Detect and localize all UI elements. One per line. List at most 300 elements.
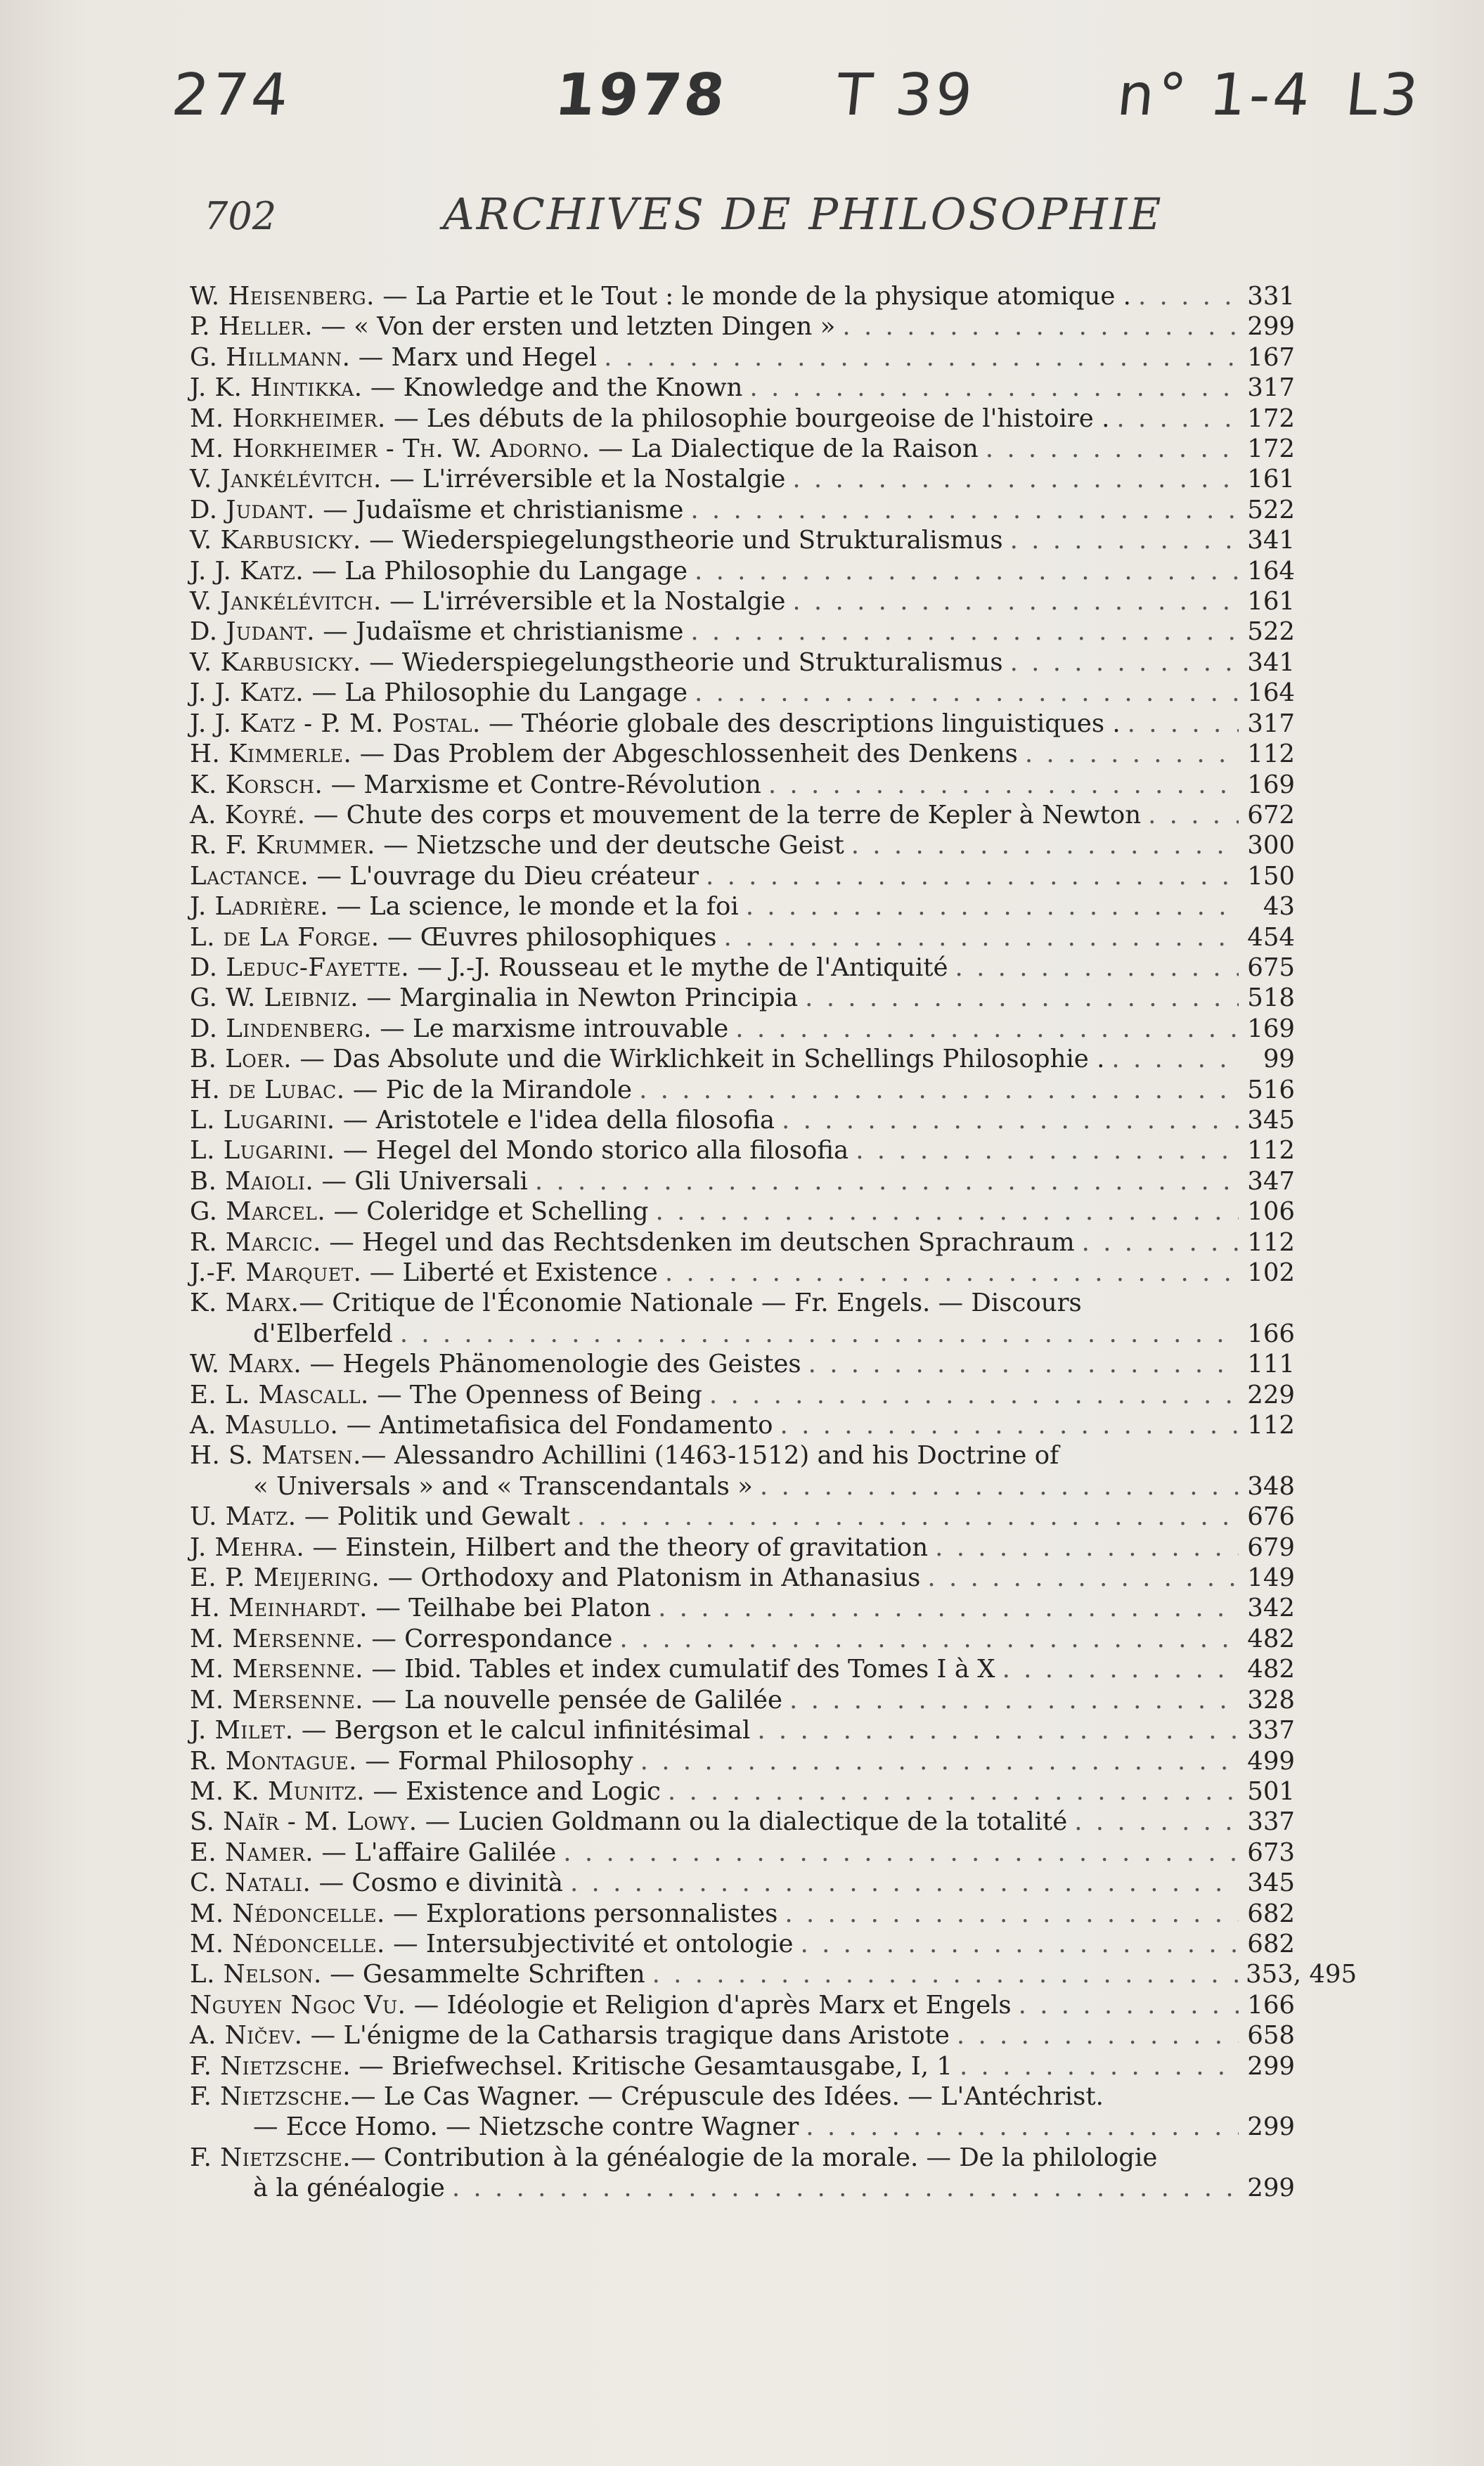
entry-author: M. Mersenne. xyxy=(190,1655,364,1684)
index-entry xyxy=(190,2051,1295,2081)
index-entry xyxy=(190,1899,1295,1929)
dot-leader xyxy=(792,464,1239,494)
entry-pages: 169 xyxy=(1247,1014,1295,1043)
entry-pages: 166 xyxy=(1247,1319,1295,1348)
entry-pages: 341 xyxy=(1247,647,1295,677)
entry-pages: 341 xyxy=(1247,526,1295,555)
entry-pages: 169 xyxy=(1247,770,1295,799)
index-entry xyxy=(190,1135,1295,1166)
entry-author: L. Lugarini. xyxy=(190,1136,335,1166)
entry-title-continued: à la généalogie xyxy=(253,2174,445,2203)
entry-pages: 672 xyxy=(1247,800,1295,829)
entry-author: V. Jankélévitch. xyxy=(190,587,382,616)
dot-leader xyxy=(1082,1227,1239,1258)
entry-pages: 331 xyxy=(1247,282,1295,311)
entry-author: H. Meinhardt. xyxy=(190,1594,368,1623)
entry-author: W. Heisenberg. xyxy=(190,282,375,311)
entry-title: — Les débuts de la philosophie bourgeoise de l'histoire . xyxy=(394,404,1110,433)
index-entry xyxy=(190,1532,1295,1563)
entry-author: L. Lugarini. xyxy=(190,1105,335,1135)
dot-leader xyxy=(570,1868,1239,1898)
entry-author: Nguyen Ngoc Vu. xyxy=(190,1990,406,2020)
entry-author: E. Namer. xyxy=(190,1838,314,1867)
index-entry xyxy=(190,2081,1295,2143)
entry-pages: 328 xyxy=(1247,1685,1295,1715)
entry-pages: 102 xyxy=(1247,1258,1295,1287)
index-entry xyxy=(190,1685,1295,1715)
entry-title: — L'irréversible et la Nostalgie xyxy=(389,587,786,616)
dot-leader xyxy=(746,891,1239,922)
entry-title: — Wiederspiegelungstheorie und Strukturalismus xyxy=(369,647,1003,677)
entry-author: J. Ladrière. xyxy=(190,892,329,922)
dot-leader xyxy=(808,1349,1239,1379)
entry-title: — La nouvelle pensée de Galilée xyxy=(371,1685,783,1715)
entry-author: K. Marx. xyxy=(190,1289,299,1318)
entry-title: — The Openness of Being xyxy=(377,1380,702,1409)
entry-author: S. Naïr - M. Lowy. xyxy=(190,1807,418,1837)
entry-title: — Le Cas Wagner. — Crépuscule des Idées. — L'Antéchrist. xyxy=(351,2081,1104,2111)
index-entry xyxy=(190,342,1295,373)
entry-title: — Orthodoxy and Platonism in Athanasius xyxy=(387,1563,921,1593)
dot-leader xyxy=(801,1929,1239,1959)
index-entry xyxy=(190,495,1295,525)
entry-author: J. J. Katz - P. M. Postal. xyxy=(190,709,481,738)
dot-leader xyxy=(957,2020,1239,2051)
entry-pages: 501 xyxy=(1247,1776,1295,1806)
dot-leader xyxy=(668,1776,1239,1807)
entry-author: F. Nietzsche. xyxy=(190,2051,351,2081)
index-entry xyxy=(190,678,1295,708)
entry-author: R. Montague. xyxy=(190,1746,357,1776)
entry-pages: 658 xyxy=(1247,2021,1295,2051)
entry-title: — Pic de la Mirandole xyxy=(352,1075,633,1104)
entry-title: — Œuvres philosophiques xyxy=(387,922,717,952)
entry-title: — La Philosophie du Langage xyxy=(311,678,688,708)
entry-title: — Ibid. Tables et index cumulatif des Tomes I à X xyxy=(371,1655,995,1684)
index-entry xyxy=(190,1959,1357,1989)
entry-pages: 345 xyxy=(1247,1105,1295,1135)
entry-author: P. Heller. xyxy=(190,312,314,342)
entry-pages: 229 xyxy=(1247,1380,1295,1409)
dot-leader xyxy=(851,830,1239,860)
dot-leader xyxy=(640,1746,1239,1776)
index-entry xyxy=(190,1258,1295,1288)
entry-title: — Hegels Phänomenologie des Geistes xyxy=(309,1350,801,1379)
dot-leader xyxy=(780,1410,1239,1440)
entry-author: V. Jankélévitch. xyxy=(190,465,382,494)
index-entry xyxy=(190,861,1295,891)
index-entry xyxy=(190,373,1295,403)
index-entry xyxy=(190,2020,1295,2051)
index-entry xyxy=(190,770,1295,800)
entry-title: — Marginalia in Newton Principia xyxy=(366,983,799,1013)
entry-title: — Marx und Hegel xyxy=(358,342,598,372)
index-entry xyxy=(190,1776,1295,1807)
entry-title: — Explorations personnalistes xyxy=(393,1899,778,1928)
index-entry xyxy=(190,404,1295,434)
entry-pages: 673 xyxy=(1247,1838,1295,1867)
entry-title: — Formal Philosophy xyxy=(365,1746,633,1776)
entry-title: — Contribution à la généalogie de la morale. — De la philologie xyxy=(351,2143,1158,2172)
dot-leader xyxy=(563,1838,1239,1868)
entry-title: — Judaïsme et christianisme xyxy=(323,617,684,647)
dot-leader xyxy=(639,1075,1239,1105)
index-entry xyxy=(190,464,1295,494)
entry-pages: 317 xyxy=(1247,709,1295,738)
entry-author: B. Maioli. xyxy=(190,1166,314,1196)
index-entry xyxy=(190,556,1295,586)
entry-title: — Hegel del Mondo storico alla filosofia xyxy=(342,1136,849,1166)
entry-pages: 676 xyxy=(1247,1502,1295,1532)
dot-leader xyxy=(856,1135,1239,1166)
entry-title: — Das Absolute und die Wirklichkeit in Schellings Philosophie . xyxy=(299,1045,1105,1074)
entry-pages: 353, 495 xyxy=(1246,1960,1357,1989)
dot-leader xyxy=(806,2112,1239,2142)
index-entry xyxy=(190,1838,1295,1868)
entry-title: — Existence and Logic xyxy=(373,1776,661,1806)
entry-pages: 172 xyxy=(1247,434,1295,464)
dot-leader xyxy=(695,556,1239,586)
entry-title: — Nietzsche und der deutsche Geist xyxy=(383,831,844,860)
entry-author: J.-F. Marquet. xyxy=(190,1258,362,1287)
entry-pages: 522 xyxy=(1247,617,1295,647)
index-entry xyxy=(190,1288,1295,1349)
index-entry xyxy=(190,922,1295,953)
entry-pages: 345 xyxy=(1247,1868,1295,1898)
entry-author: V. Karbusicky. xyxy=(190,647,361,677)
dot-leader xyxy=(652,1959,1239,1989)
entry-title: — L'affaire Galilée xyxy=(321,1838,557,1867)
entry-author: D. Judant. xyxy=(190,495,315,524)
entry-pages: 299 xyxy=(1247,312,1295,342)
running-title: ARCHIVES DE PHILOSOPHIE xyxy=(443,188,1163,240)
entry-title: — Antimetafisica del Fondamento xyxy=(346,1411,773,1440)
index-entry xyxy=(190,1044,1295,1074)
entry-author: K. Korsch. xyxy=(190,770,323,799)
dot-leader xyxy=(577,1502,1239,1532)
entry-author: B. Loer. xyxy=(190,1045,292,1074)
dot-leader xyxy=(690,616,1239,647)
entry-title-continued: d'Elberfeld xyxy=(253,1319,393,1348)
index-entry xyxy=(190,1380,1295,1410)
dot-leader xyxy=(735,1014,1239,1044)
dot-leader xyxy=(452,2173,1239,2203)
entry-title: — Judaïsme et christianisme xyxy=(323,495,684,524)
entry-pages: 482 xyxy=(1247,1655,1295,1684)
entry-pages: 299 xyxy=(1247,2051,1295,2081)
dot-leader xyxy=(400,1319,1239,1349)
index-entry xyxy=(190,1715,1295,1745)
entry-title-continued: « Universals » and « Transcendantals » xyxy=(253,1471,753,1501)
entry-title: — Hegel und das Rechtsdenken im deutschen Sprachraum xyxy=(329,1227,1075,1257)
entry-title: — Alessandro Achillini (1463-1512) and his Doctrine of xyxy=(361,1441,1059,1471)
entry-author: L. de La Forge. xyxy=(190,922,380,952)
index-entry xyxy=(190,1746,1295,1776)
entry-author: G. W. Leibniz. xyxy=(190,983,359,1013)
entry-title: — L'irréversible et la Nostalgie xyxy=(389,465,786,494)
entry-pages: 317 xyxy=(1247,373,1295,403)
entry-author: M. Horkheimer - Th. W. Adorno. xyxy=(190,434,591,464)
entry-title: — La Philosophie du Langage xyxy=(311,556,688,586)
entry-author: J. Mehra. xyxy=(190,1532,305,1562)
entry-author: F. Nietzsche. xyxy=(190,2143,351,2172)
entry-pages: 43 xyxy=(1263,892,1295,922)
dot-leader xyxy=(785,1899,1239,1929)
entry-pages: 482 xyxy=(1247,1624,1295,1653)
index-entry xyxy=(190,525,1295,555)
handwritten-annotation: 1978 xyxy=(552,62,731,129)
entry-title-continued: — Ecce Homo. — Nietzsche contre Wagner xyxy=(253,2112,799,2142)
entry-title: — Aristotele e l'idea della filosofia xyxy=(342,1105,775,1135)
entry-pages: 161 xyxy=(1247,587,1295,616)
dot-leader xyxy=(1148,800,1239,830)
entry-pages: 172 xyxy=(1247,404,1295,433)
index-entry xyxy=(190,1563,1295,1593)
entry-pages: 522 xyxy=(1247,495,1295,524)
dot-leader xyxy=(1025,739,1239,769)
index-entry xyxy=(190,1105,1295,1135)
dot-leader xyxy=(789,1685,1239,1715)
dot-leader xyxy=(1019,1990,1239,2020)
entry-pages: 679 xyxy=(1247,1532,1295,1562)
dot-leader xyxy=(656,1196,1239,1227)
entry-author: E. P. Meijering. xyxy=(190,1563,380,1593)
entry-pages: 337 xyxy=(1247,1716,1295,1745)
dot-leader xyxy=(695,678,1239,708)
entry-pages: 348 xyxy=(1247,1471,1295,1501)
entry-pages: 99 xyxy=(1263,1045,1295,1074)
index-entry xyxy=(190,739,1295,769)
entry-title: — Chute des corps et mouvement de la terre de Kepler à Newton xyxy=(313,800,1142,829)
entry-author: R. Marcic. xyxy=(190,1227,321,1257)
index-entry xyxy=(190,586,1295,616)
entry-pages: 167 xyxy=(1247,342,1295,372)
entry-pages: 149 xyxy=(1247,1563,1295,1593)
entry-title: — Einstein, Hilbert and the theory of gravitation xyxy=(312,1532,929,1562)
entry-pages: 150 xyxy=(1247,861,1295,891)
entry-pages: 342 xyxy=(1247,1594,1295,1623)
dot-leader xyxy=(706,861,1239,891)
entry-author: H. de Lubac. xyxy=(190,1075,345,1104)
dot-leader xyxy=(955,953,1239,983)
entry-author: C. Natali. xyxy=(190,1868,311,1898)
entry-pages: 516 xyxy=(1247,1075,1295,1104)
dot-leader xyxy=(690,495,1239,525)
entry-pages: 299 xyxy=(1247,2112,1295,2142)
dot-leader xyxy=(1010,647,1239,678)
index-entry xyxy=(190,1196,1295,1227)
index-entry xyxy=(190,891,1295,922)
entry-pages: 682 xyxy=(1247,1929,1295,1958)
dot-leader xyxy=(709,1380,1239,1410)
entry-author: H. S. Matsen. xyxy=(190,1441,361,1471)
entry-title: — Marxisme et Contre-Révolution xyxy=(330,770,761,799)
index-entry xyxy=(190,281,1295,311)
index-entry xyxy=(190,1654,1295,1684)
entry-pages: 299 xyxy=(1247,2174,1295,2203)
index-entry xyxy=(190,1593,1295,1623)
index-entry xyxy=(190,1990,1295,2020)
entry-author: D. Judant. xyxy=(190,617,315,647)
entry-author: V. Karbusicky. xyxy=(190,526,361,555)
dot-leader xyxy=(757,1715,1239,1745)
dot-leader xyxy=(1010,525,1239,555)
index-entry xyxy=(190,1502,1295,1532)
entry-pages: 112 xyxy=(1247,1227,1295,1257)
dot-leader xyxy=(768,770,1239,800)
index-entry xyxy=(190,1014,1295,1044)
entry-author: D. Leduc-Fayette. xyxy=(190,953,410,982)
entry-title: — La Dialectique de la Raison xyxy=(598,434,979,464)
entry-author: M. Horkheimer. xyxy=(190,404,386,433)
dot-leader xyxy=(842,311,1239,342)
dot-leader xyxy=(935,1532,1239,1563)
handwritten-annotation: L3 xyxy=(1343,62,1424,129)
entry-title: — Idéologie et Religion d'après Marx et Engels xyxy=(413,1990,1012,2020)
entry-pages: 518 xyxy=(1247,983,1295,1013)
dot-leader xyxy=(1128,709,1239,739)
entry-author: J. K. Hintikka. xyxy=(190,373,363,403)
index-entry xyxy=(190,1929,1295,1959)
dot-leader xyxy=(960,2051,1239,2081)
dot-leader xyxy=(760,1471,1239,1502)
entry-pages: 499 xyxy=(1247,1746,1295,1776)
entry-title: — J.-J. Rousseau et le mythe de l'Antiquité xyxy=(417,953,948,982)
entry-title: — Wiederspiegelungstheorie und Strukturalismus xyxy=(369,526,1003,555)
index-entry xyxy=(190,1807,1295,1837)
entry-pages: 112 xyxy=(1247,740,1295,769)
dot-leader xyxy=(749,373,1239,403)
entry-author: M. Nédoncelle. xyxy=(190,1899,385,1928)
entry-author: U. Matz. xyxy=(190,1502,297,1532)
dot-leader xyxy=(535,1166,1239,1196)
handwritten-annotation: T 39 xyxy=(833,62,979,129)
handwritten-annotation: n° 1-4 xyxy=(1114,62,1316,129)
dot-leader xyxy=(658,1593,1239,1623)
entry-author: A. Masullo. xyxy=(190,1411,339,1440)
index-entry xyxy=(190,983,1295,1013)
entry-author: L. Nelson. xyxy=(190,1960,322,1989)
entry-author: J. J. Katz. xyxy=(190,678,304,708)
entry-title: — Théorie globale des descriptions linguistiques . xyxy=(489,709,1121,738)
entry-pages: 682 xyxy=(1247,1899,1295,1928)
entry-title: — Gesammelte Schriften xyxy=(330,1960,645,1989)
entry-title: — Knowledge and the Known xyxy=(370,373,743,403)
index-entry xyxy=(190,1440,1295,1502)
index-entry xyxy=(190,1410,1295,1440)
entry-author: E. L. Mascall. xyxy=(190,1380,369,1409)
page-header xyxy=(204,188,1293,252)
entry-pages: 106 xyxy=(1247,1197,1295,1227)
entry-title: — Cosmo e divinità xyxy=(318,1868,563,1898)
page-number: 702 xyxy=(204,194,277,238)
dot-leader xyxy=(792,586,1239,616)
entry-pages: 161 xyxy=(1247,465,1295,494)
entry-author: M. Nédoncelle. xyxy=(190,1929,385,1958)
dot-leader xyxy=(805,983,1239,1013)
index-entry xyxy=(190,709,1295,739)
dot-leader xyxy=(927,1563,1239,1593)
dot-leader xyxy=(1138,281,1239,311)
dot-leader xyxy=(619,1624,1239,1654)
index-entry xyxy=(190,311,1295,342)
entry-title: — Briefwechsel. Kritische Gesamtausgabe, I, 1 xyxy=(359,2051,953,2081)
entry-title: — Bergson et le calcul infinitésimal xyxy=(301,1716,751,1745)
entry-author: G. Marcel. xyxy=(190,1197,326,1227)
entry-author: J. J. Katz. xyxy=(190,556,304,586)
dot-leader xyxy=(782,1105,1239,1135)
entry-author: M. Mersenne. xyxy=(190,1624,364,1653)
dot-leader xyxy=(604,342,1239,373)
entry-pages: 166 xyxy=(1247,1990,1295,2020)
entry-pages: 112 xyxy=(1247,1411,1295,1440)
dot-leader xyxy=(665,1258,1239,1288)
index-entry xyxy=(190,1868,1295,1898)
dot-leader xyxy=(1002,1654,1239,1684)
entry-author: M. K. Munitz. xyxy=(190,1776,366,1806)
index-entry xyxy=(190,800,1295,830)
index-entry xyxy=(190,1166,1295,1196)
entry-pages: 337 xyxy=(1247,1807,1295,1837)
entry-title: — Critique de l'Économie Nationale — Fr. Engels. — Discours xyxy=(299,1289,1082,1318)
entry-title: — « Von der ersten und letzten Dingen » xyxy=(321,312,836,342)
entry-author: D. Lindenberg. xyxy=(190,1014,372,1043)
index-entry xyxy=(190,616,1295,647)
index-entry xyxy=(190,434,1295,464)
entry-title: — Intersubjectivité et ontologie xyxy=(393,1929,794,1958)
entry-title: — Teilhabe bei Platon xyxy=(375,1594,652,1623)
entry-title: — Lucien Goldmann ou la dialectique de la totalité xyxy=(425,1807,1068,1837)
entry-pages: 111 xyxy=(1247,1350,1295,1379)
entry-title: — Politik und Gewalt xyxy=(304,1502,570,1532)
index-entry xyxy=(190,1075,1295,1105)
index-entry xyxy=(190,1624,1295,1654)
entry-author: W. Marx. xyxy=(190,1350,302,1379)
entry-pages: 164 xyxy=(1247,678,1295,708)
entry-title: — Gli Universali xyxy=(321,1166,528,1196)
entry-author: G. Hillmann. xyxy=(190,342,351,372)
entry-author: A. Ničev. xyxy=(190,2021,303,2051)
entry-pages: 454 xyxy=(1247,922,1295,952)
entry-author: A. Koyré. xyxy=(190,800,306,829)
entry-pages: 300 xyxy=(1247,831,1295,860)
entry-title: — La Partie et le Tout : le monde de la physique atomique . xyxy=(382,282,1131,311)
entry-title: — Liberté et Existence xyxy=(369,1258,658,1287)
entry-author: F. Nietzsche. xyxy=(190,2081,351,2111)
entry-title: — Coleridge et Schelling xyxy=(333,1197,649,1227)
handwritten-annotation: 274 xyxy=(169,62,295,129)
index-entry xyxy=(190,2143,1295,2204)
entry-title: — Correspondance xyxy=(371,1624,613,1653)
index-entry xyxy=(190,830,1295,860)
entry-title: — L'énigme de la Catharsis tragique dans Aristote xyxy=(310,2021,950,2051)
index-entries xyxy=(190,281,1357,2204)
entry-title: — Le marxisme introuvable xyxy=(380,1014,729,1043)
index-entry xyxy=(190,953,1295,983)
entry-author: R. F. Krummer. xyxy=(190,831,375,860)
entry-title: — La science, le monde et la foi xyxy=(336,892,739,922)
entry-title: — L'ouvrage du Dieu créateur xyxy=(316,861,699,891)
dot-leader xyxy=(1111,1044,1239,1074)
entry-pages: 675 xyxy=(1247,953,1295,982)
entry-pages: 164 xyxy=(1247,556,1295,586)
entry-author: M. Mersenne. xyxy=(190,1685,364,1715)
entry-title: — Das Problem der Abgeschlossenheit des Denkens xyxy=(359,740,1018,769)
entry-author: Lactance. xyxy=(190,861,309,891)
dot-leader xyxy=(1116,404,1239,434)
dot-leader xyxy=(723,922,1239,953)
entry-pages: 112 xyxy=(1247,1136,1295,1166)
